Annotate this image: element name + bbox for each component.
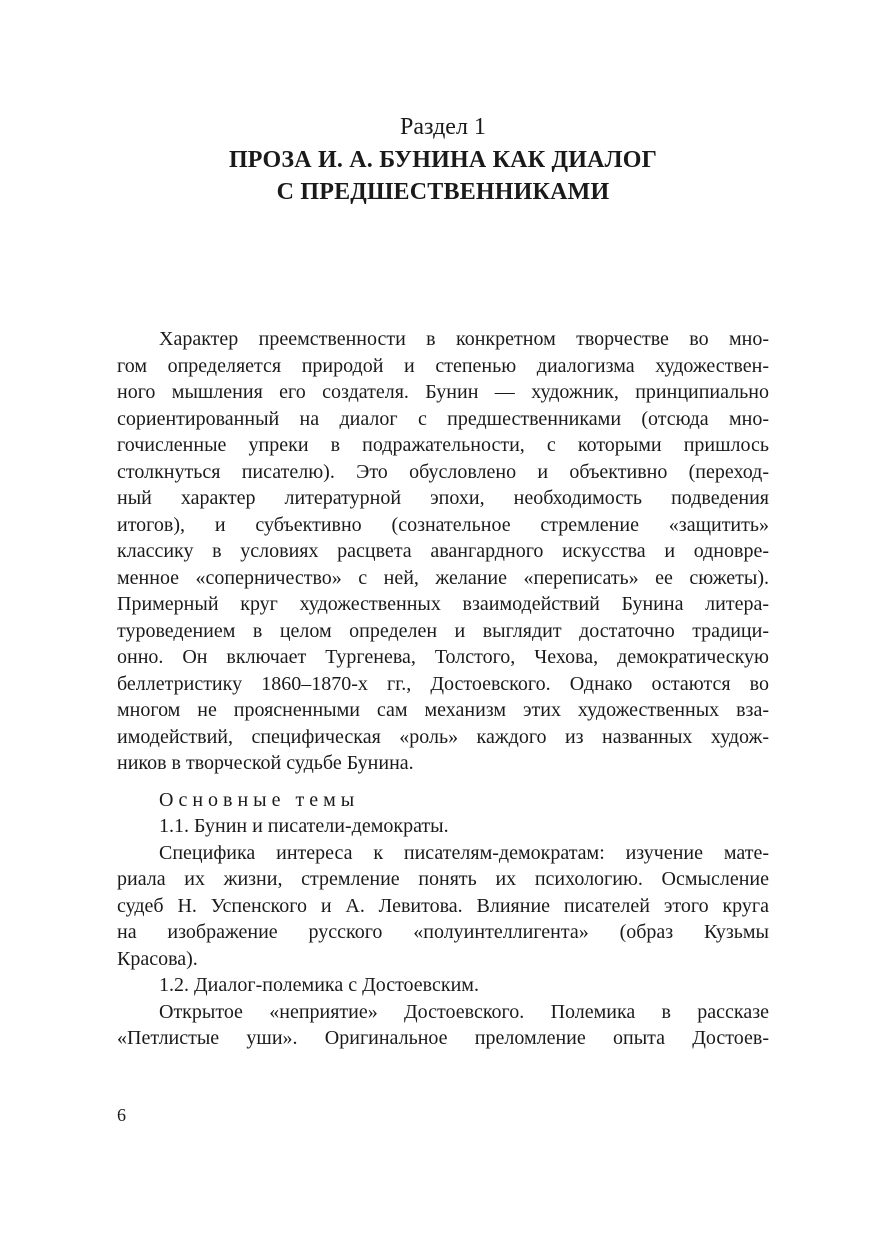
text-line: на изображение русского «полуинтеллигента» (образ Кузьмы — [117, 921, 769, 943]
page — [117, 0, 769, 1241]
text-line: Специфика интереса к писателям-демократам: изучение мате- — [159, 841, 769, 864]
text-line: сориентированный на диалог с предшественниками (отсюда мно- — [117, 407, 769, 430]
text-line: Характер преемственности в конкретном творчестве во мно- — [159, 328, 769, 350]
themes-section — [117, 787, 769, 1052]
section-title-line-1: ПРОЗА И. А. БУНИНА КАК ДИАЛОГ — [228, 147, 658, 173]
text-line: ный характер литературной эпохи, необходимость подведения — [117, 487, 769, 509]
text-line: столкнуться писателю). Это обусловлено и объективно (переход- — [117, 460, 769, 483]
text-line: риала их жизни, стремление понять их психологию. Осмысление — [117, 868, 769, 890]
text-line: Красова). — [117, 947, 198, 970]
text-line: многом не проясненными сам механизм этих художественных вза- — [117, 699, 769, 721]
themes-heading: Основные темы — [159, 788, 360, 811]
text-line: «Петлистые уши». Оригинальное преломление опыта Достоев- — [117, 1027, 769, 1049]
section-title — [117, 144, 769, 208]
text-line: имодействий, специфическая «роль» каждого из названных худож- — [117, 725, 769, 748]
text-line: судеб Н. Успенского и А. Левитова. Влияние писателей этого круга — [117, 894, 769, 917]
section-title-line-2: С ПРЕДШЕСТВЕННИКАМИ — [276, 179, 610, 205]
text-line: туроведением в целом определен и выглядит достаточно традици- — [117, 619, 769, 642]
text-line: онно. Он включает Тургенева, Толстого, Чехова, демократическую — [117, 646, 769, 668]
text-line: менное «соперничество» с ней, желание «переписать» ее сюжеты). — [117, 566, 769, 589]
theme-title: 1.2. Диалог-полемика с Достоевским. — [159, 974, 479, 996]
text-line: Примерный круг художественных взаимодействий Бунина литера- — [117, 593, 769, 615]
text-line: беллетристику 1860–1870-х гг., Достоевского. Однако остаются во — [117, 672, 769, 695]
text-line: ников в творческой судьбе Бунина. — [117, 752, 414, 774]
text-line: классику в условиях расцвета авангардного искусства и одновре- — [117, 540, 769, 562]
text-line: гочисленные упреки в подражательности, с которыми пришлось — [117, 434, 769, 456]
text-line: гом определяется природой и степенью диалогизма художествен- — [117, 354, 769, 377]
page-number: 6 — [117, 1105, 126, 1125]
section-label: Раздел 1 — [400, 114, 486, 140]
body-text — [117, 326, 769, 1052]
text-line: ного мышления его создателя. Бунин — художник, принципиально — [117, 381, 769, 403]
intro-paragraph — [117, 326, 769, 777]
spacer — [117, 777, 769, 787]
text-line: Открытое «неприятие» Достоевского. Полемика в рассказе — [159, 1000, 769, 1023]
theme-title: 1.1. Бунин и писатели-демократы. — [159, 815, 449, 837]
text-line: итогов), и субъективно (сознательное стремление «защитить» — [117, 513, 769, 536]
